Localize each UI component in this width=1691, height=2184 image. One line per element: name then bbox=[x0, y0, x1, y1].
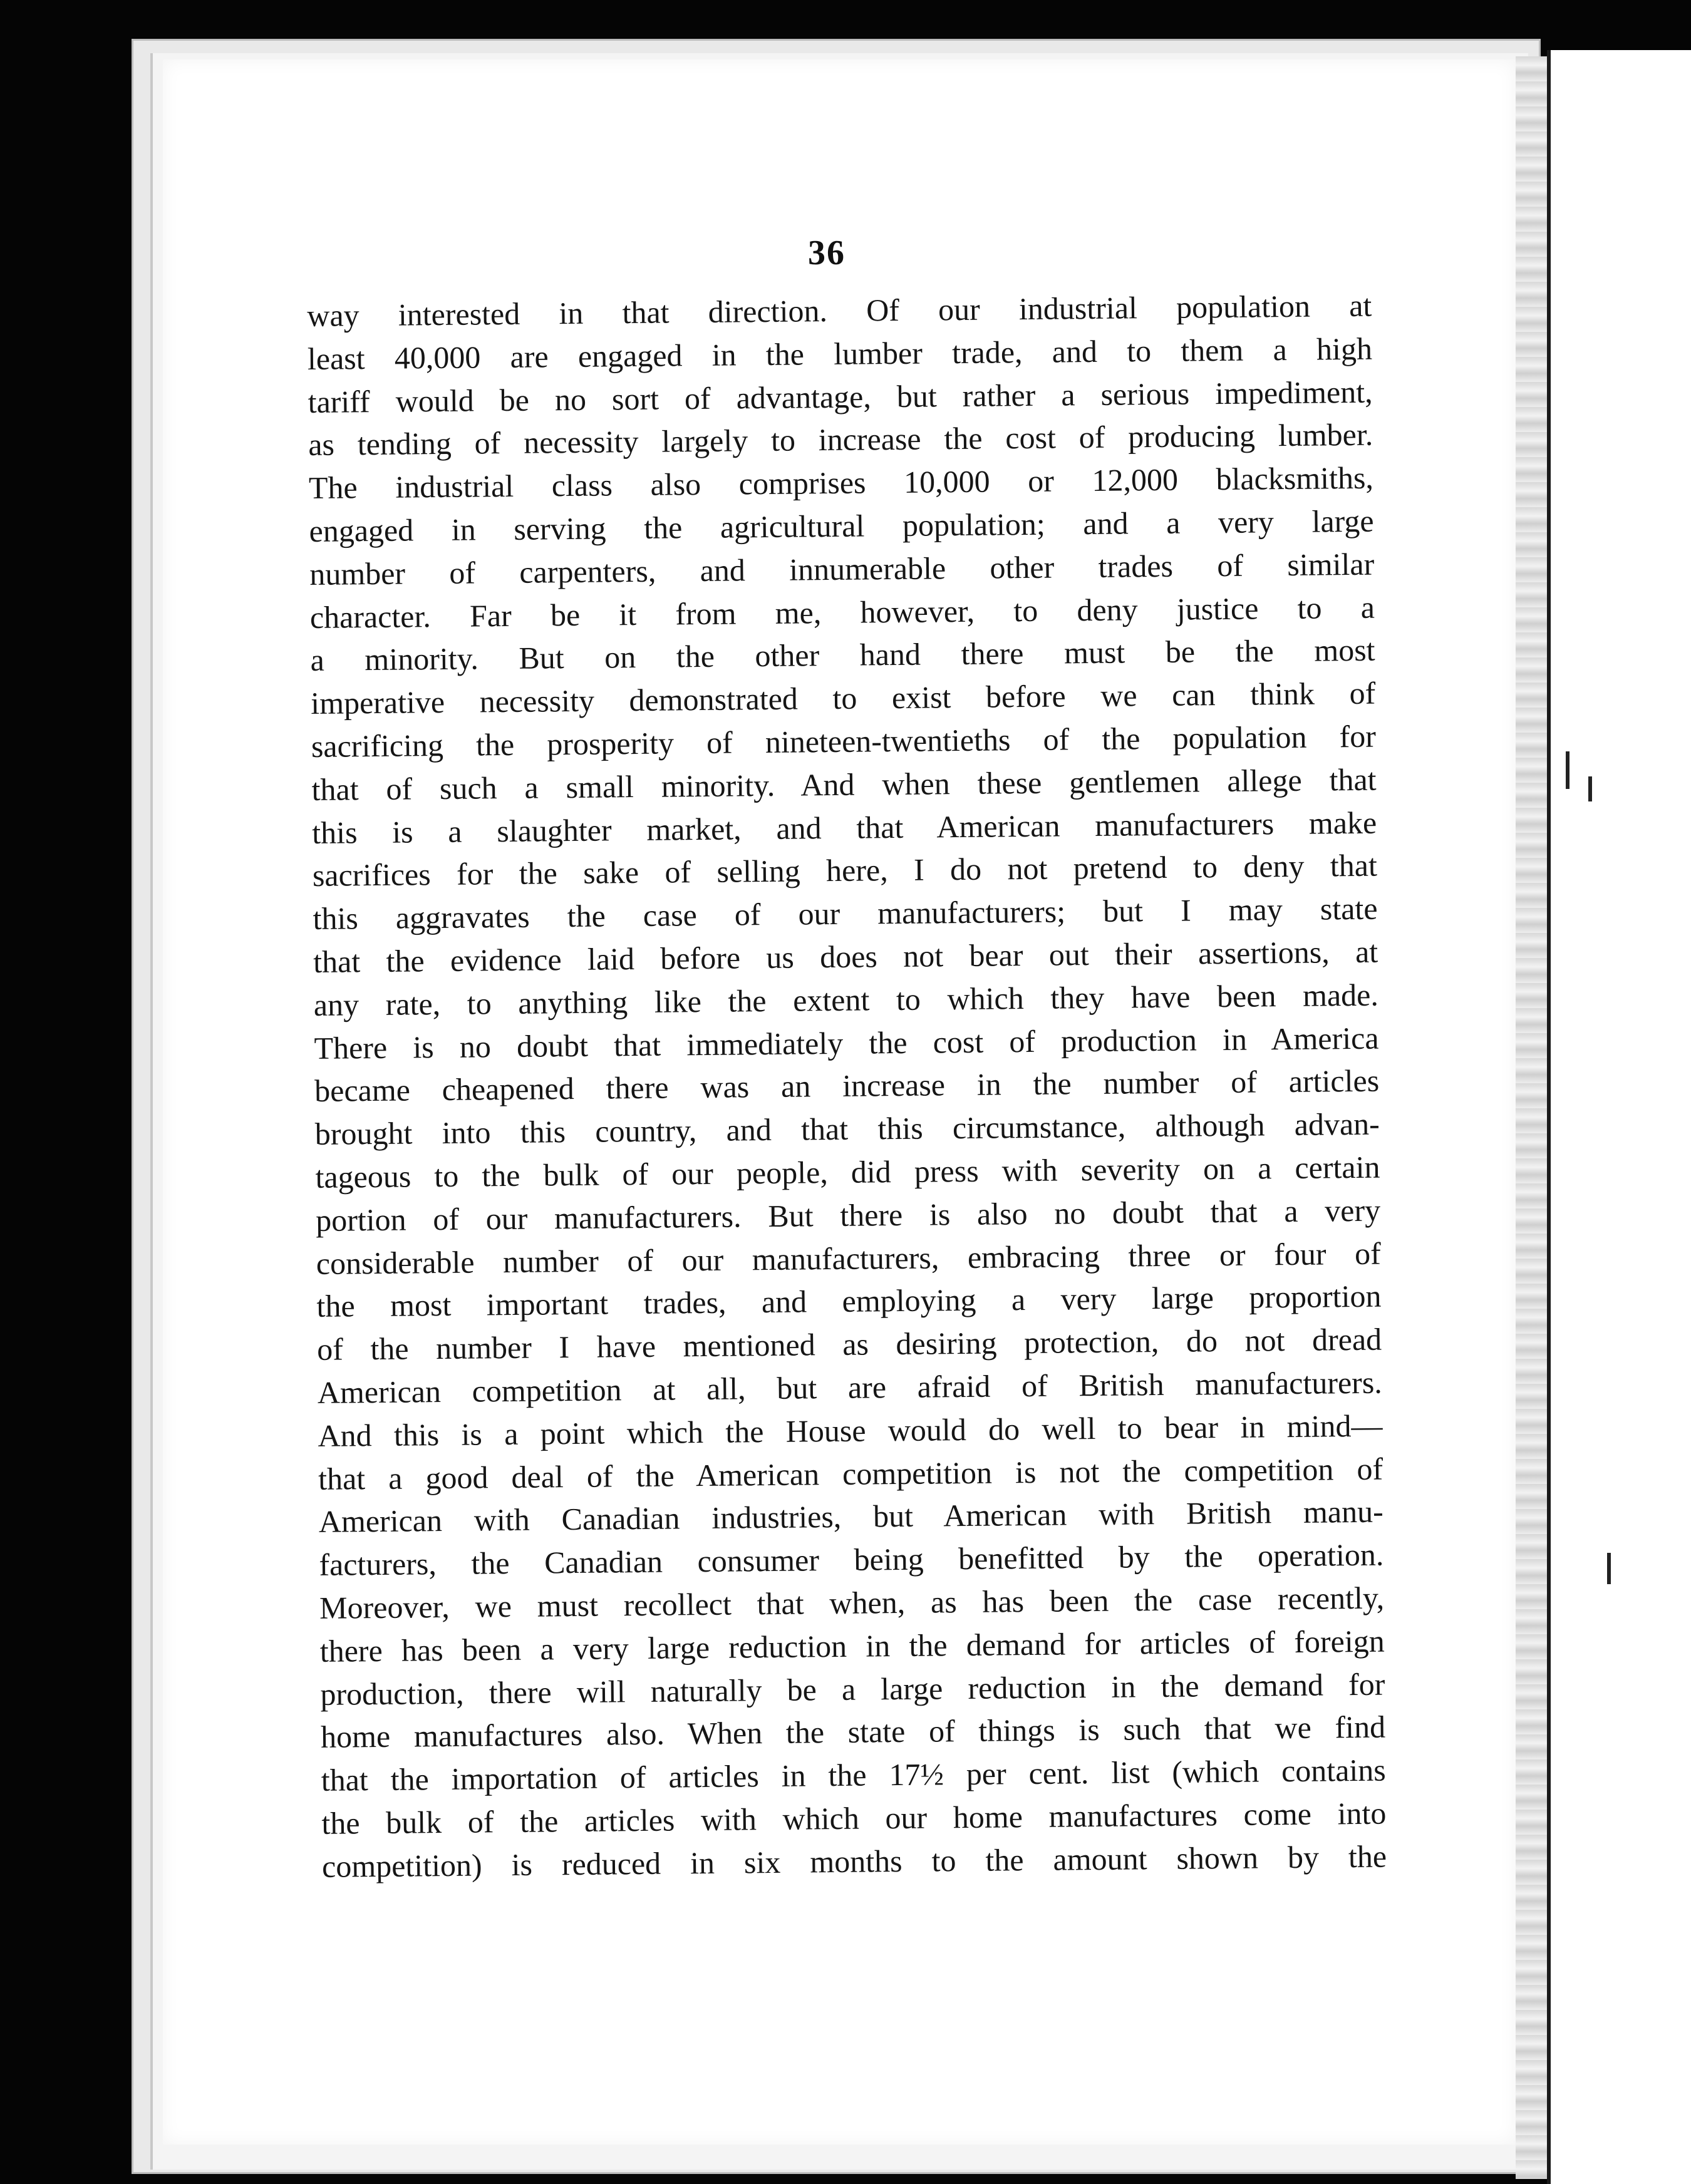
text-line: sacrificing the prosperity of nineteen-twentieths of the population for bbox=[311, 718, 1377, 764]
text-line: the most important trades, and employing a very large proportion bbox=[316, 1278, 1382, 1324]
text-line: tariff would be no sort of advantage, but rather a serious impediment, bbox=[308, 374, 1373, 420]
text-line: engaged in serving the agricultural population; and a very large bbox=[309, 503, 1374, 549]
page-fore-edge bbox=[1516, 56, 1547, 2179]
text-line: Moreover, we must recollect that when, as has been the case recently, bbox=[319, 1580, 1385, 1625]
text-line: The industrial class also comprises 10,000 or 12,000 blacksmiths, bbox=[308, 460, 1374, 506]
text-line: that a good deal of the American competition is not the competition of bbox=[318, 1451, 1383, 1496]
text-line: There is no doubt that immediately the cost of production in America bbox=[314, 1020, 1379, 1066]
text-line: way interested in that direction. Of our industrial population at bbox=[307, 287, 1372, 333]
text-line: any rate, to anything like the extent to which they have been made. bbox=[313, 977, 1379, 1022]
text-line: home manufactures also. When the state of things is such that we find bbox=[320, 1709, 1386, 1755]
text-line: a minority. But on the other hand there must be the most bbox=[310, 632, 1375, 678]
adjacent-page-mark bbox=[1566, 751, 1569, 789]
text-line: facturers, the Canadian consumer being benefitted by the operation. bbox=[319, 1537, 1384, 1583]
text-line: production, there will naturally be a large reduction in the demand for bbox=[320, 1666, 1385, 1712]
text-line: least 40,000 are engaged in the lumber trade, and to them a high bbox=[307, 331, 1373, 376]
page-number: 36 bbox=[808, 234, 846, 272]
text-line: this is a slaughter market, and that American manufacturers make bbox=[311, 805, 1377, 850]
text-line: the bulk of the articles with which our home manufactures come into bbox=[321, 1795, 1387, 1841]
text-line: became cheapened there was an increase in the number of articles bbox=[314, 1063, 1380, 1109]
text-line: this aggravates the case of our manufacturers; but I may state bbox=[313, 890, 1378, 937]
text-line: of the number I have mentioned as desiring protection, do not dread bbox=[316, 1321, 1382, 1368]
text-line: American competition at all, but are afraid of British manufacturers. bbox=[317, 1364, 1383, 1410]
text-line: American with Canadian industries, but American with British manu- bbox=[318, 1493, 1384, 1540]
adjacent-page-mark bbox=[1607, 1553, 1611, 1584]
text-line: sacrifices for the sake of selling here, I do not pretend to deny that bbox=[312, 847, 1378, 894]
adjacent-page-mark bbox=[1588, 776, 1592, 801]
text-line: character. Far be it from me, however, to deny justice to a bbox=[309, 589, 1375, 635]
text-line: tageous to the bulk of our people, did press with severity on a certain bbox=[315, 1149, 1380, 1195]
text-line: imperative necessity demonstrated to exist before we can think of bbox=[311, 675, 1376, 721]
adjacent-page-strip bbox=[1547, 50, 1691, 2184]
text-line: portion of our manufacturers. But there is also no doubt that a very bbox=[315, 1192, 1381, 1238]
text-line: as tending of necessity largely to increase the cost of producing lumber. bbox=[308, 417, 1373, 463]
text-line: And this is a point which the House would do well to bear in mind— bbox=[318, 1408, 1383, 1453]
text-line: considerable number of our manufacturers, embracing three or four of bbox=[316, 1235, 1382, 1281]
text-line: competition) is reduced in six months to the amount shown by the bbox=[321, 1838, 1387, 1884]
text-line: brought into this country, and that this circumstance, although advan- bbox=[314, 1106, 1380, 1152]
text-line: that the evidence laid before us does not bear out their assertions, at bbox=[313, 934, 1378, 979]
text-line: there has been a very large reduction in the demand for articles of foreign bbox=[319, 1623, 1385, 1669]
text-line: number of carpenters, and innumerable other trades of similar bbox=[309, 546, 1375, 592]
text-line: that of such a small minority. And when these gentlemen allege that bbox=[311, 761, 1377, 807]
text-line: that the importation of articles in the 17½ per cent. list (which contains bbox=[321, 1752, 1386, 1798]
body-text bbox=[307, 284, 1387, 1888]
